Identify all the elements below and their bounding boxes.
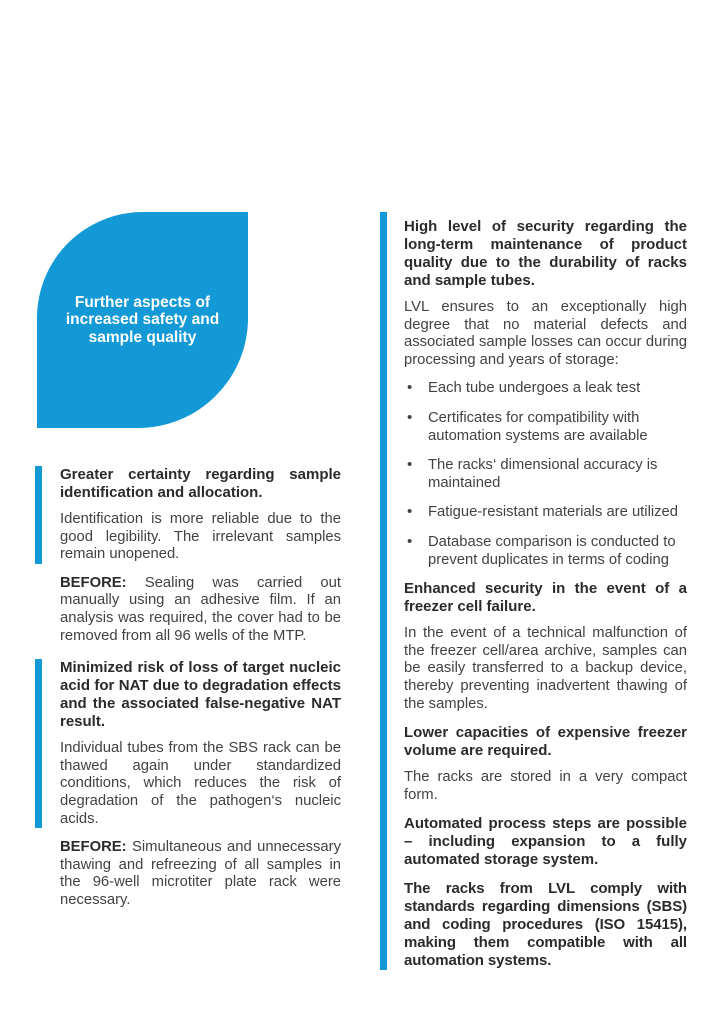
section-heading: Minimized risk of loss of target nucleic acid for NAT due to degradation effects and the associated false-negative NAT result. (60, 659, 341, 731)
paragraph: In the event of a technical malfunction of the freezer cell/area archive, samples can be easily transferred to a backup device, thereby preventing inadvertent thawing of the samples. (404, 625, 687, 712)
bullet-icon: • (407, 456, 413, 474)
callout-leaf (37, 212, 248, 428)
bullet-icon: • (407, 379, 413, 397)
section-greater-certainty (60, 466, 341, 564)
callout-text: Further aspects of increased safety and sample quality (65, 293, 220, 346)
paragraph: Identification is more reliable due to the good legibility. The irrelevant samples remain unopened. (60, 511, 341, 563)
list-item (404, 457, 687, 492)
list-item-text: The racks‘ dimensional accuracy is maintained (428, 457, 658, 491)
section-heading: Greater certainty regarding sample identification and allocation. (60, 466, 341, 501)
emphasis-paragraph: Automated process steps are possible – including expansion to a fully automated storage system. (404, 815, 687, 869)
left-column (60, 466, 341, 924)
accent-bar (35, 659, 42, 828)
paragraph: Individual tubes from the SBS rack can be thawed again under standardized conditions, which reduces the risk of degradation of the pathogen‘s nucleic acids. (60, 740, 341, 827)
section-minimized-risk (60, 659, 341, 828)
bullet-list (404, 380, 687, 569)
bullet-icon: • (407, 503, 413, 521)
list-item-text: Fatigue-resistant materials are utilized (428, 504, 679, 521)
paragraph: LVL ensures to an exceptionally high degree that no material defects and associated sample losses can occur during processing and years of storage: (404, 299, 687, 368)
list-item (404, 504, 687, 522)
before-paragraph (60, 575, 341, 645)
list-item-text: Certificates for compatibility with automation systems are available (428, 409, 648, 444)
paragraph: The racks are stored in a very compact form. (404, 769, 687, 803)
before-label: BEFORE: (60, 839, 127, 856)
before-paragraph (60, 839, 341, 909)
list-item (404, 534, 687, 569)
before-label: BEFORE: (60, 574, 127, 591)
accent-bar (35, 466, 42, 564)
list-item (404, 380, 687, 398)
list-item-text: Database comparison is conducted to prevent duplicates in terms of coding (428, 533, 676, 568)
emphasis-paragraph: The racks from LVL comply with standards regarding dimensions (SBS) and coding procedures (ISO 15415), making them compatible with all automation systems. (404, 880, 687, 970)
list-item (404, 410, 687, 445)
bullet-icon: • (407, 408, 413, 426)
bullet-icon: • (407, 532, 413, 550)
section-heading: Lower capacities of expensive freezer volume are required. (404, 724, 687, 760)
right-column (404, 212, 687, 970)
before-text: Simultaneous and unnecessary thawing and refreezing of all samples in the 96-well microtiter plate rack were necessary. (60, 839, 341, 908)
section-heading: High level of security regarding the long-term maintenance of product quality due to the durability of racks and sample tubes. (404, 218, 687, 289)
list-item-text: Each tube undergoes a leak test (428, 380, 641, 397)
accent-bar (380, 212, 387, 970)
section-heading: Enhanced security in the event of a freezer cell failure. (404, 580, 687, 616)
before-text: Sealing was carried out manually using an adhesive film. If an analysis was required, the cover had to be removed from all 96 wells of the MTP. (60, 574, 341, 644)
